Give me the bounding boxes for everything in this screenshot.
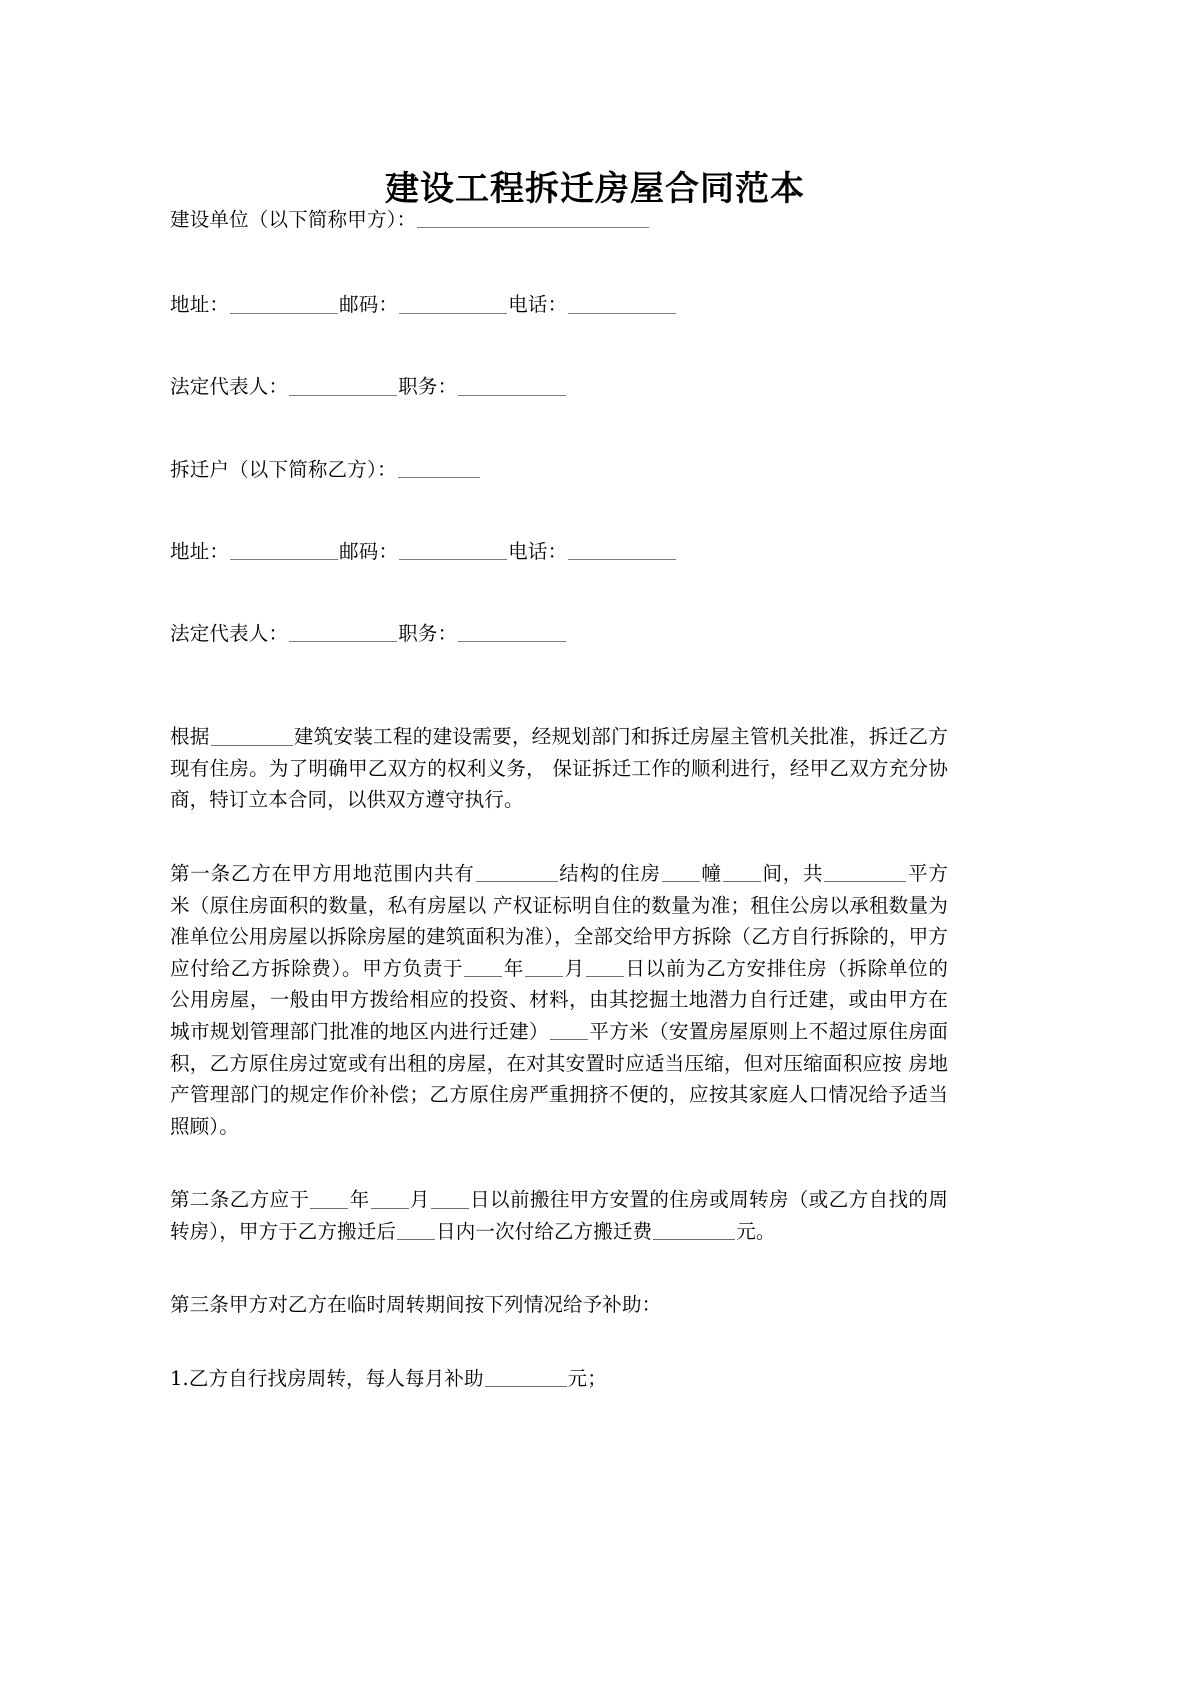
article-2-paragraph-blank-3[interactable] xyxy=(371,1190,409,1209)
preamble-paragraph xyxy=(170,721,948,816)
article-2-paragraph-text-2: 年 xyxy=(349,1188,370,1212)
article-1-paragraph-text-10: 年 xyxy=(503,956,525,980)
party-b-representative-blank-3[interactable] xyxy=(458,623,566,642)
article-1-paragraph-text-14: 日以前为乙方安排住房（拆除单位的公用房屋，一般由甲方拨给相应的投资、材料，由其挖掘土地潜力自行迁建，或由甲方在城市规划管理部门批准的地区内进行迁建） xyxy=(170,956,949,1043)
article-1-paragraph-blank-13[interactable] xyxy=(586,958,624,977)
article-1-paragraph-text-2: 结构的住房 xyxy=(558,862,661,886)
article-1-paragraph-text-16: 平方米（安置房屋原则上不超过原住房面积，乙方原住房过宽或有出租的房屋，在对其安置时应适当压缩，但对压缩面积应按 房地产管理部门的规定作价补偿；乙方原住房严重拥挤不便的，应按其家庭人口情况给予适当照顾）。 xyxy=(170,1019,948,1138)
article-1-paragraph-text-8: 平方米（原住房面积的数量，私有房屋以 产权证标明自住的数量为准；租住公房以承租数量为准单位公用房屋以拆除房屋的建筑面积为准），全部交给甲方拆除（乙方自行拆除的，甲方应付给乙方拆除费）。甲方负责于 xyxy=(170,862,948,980)
article-3-heading xyxy=(170,1289,948,1321)
article-2-paragraph-text-6: 日以前搬往甲方安置的住房或周转房（或乙方自找的周转房），甲方于乙方搬迁后 xyxy=(170,1188,948,1243)
party-b-name-blank-1[interactable] xyxy=(398,459,480,478)
party-a-address-text-2: 邮码： xyxy=(339,293,399,317)
party-b-representative-blank-1[interactable] xyxy=(289,623,397,642)
party-b-address-blank-1[interactable] xyxy=(230,541,338,560)
party-a-address-blank-3[interactable] xyxy=(399,295,507,314)
party-b-address xyxy=(170,537,948,567)
party-b-representative xyxy=(170,619,948,649)
party-b-address-blank-3[interactable] xyxy=(399,541,507,560)
article-1-paragraph xyxy=(170,858,948,1142)
document-body xyxy=(170,205,948,1437)
article-3-heading-text-0: 第三条甲方对乙方在临时周转期间按下列情况给予补助： xyxy=(170,1293,662,1317)
party-b-representative-text-0: 法定代表人： xyxy=(170,622,289,646)
party-a-address-blank-1[interactable] xyxy=(230,295,338,314)
party-b-representative-text-2: 职务： xyxy=(398,622,458,646)
page-title: 建设工程拆迁房屋合同范本 xyxy=(385,168,805,209)
preamble-paragraph-text-2: 建筑安装工程的建设需要，经规划部门和拆迁房屋主管机关批准，拆迁乙方现有住房。为了明确甲乙双方的权利义务， 保证拆迁工作的顺利进行，经甲乙双方充分协商，特订立本合同，以供双方遵守执行。 xyxy=(170,725,948,812)
party-a-representative-blank-1[interactable] xyxy=(289,377,397,396)
article-3-item-1-text-0: 1.乙方自行找房周转，每人每月补助 xyxy=(170,1366,484,1390)
article-2-paragraph xyxy=(170,1184,948,1247)
article-3-item-1-blank-1[interactable] xyxy=(485,1368,567,1387)
article-1-paragraph-text-6: 间，共 xyxy=(761,862,824,886)
party-a-address-blank-5[interactable] xyxy=(568,295,676,314)
contract-header-fields xyxy=(170,205,948,649)
party-a-representative-text-0: 法定代表人： xyxy=(170,375,289,399)
party-b-address-blank-5[interactable] xyxy=(568,541,676,560)
article-3-item-1 xyxy=(170,1363,948,1395)
party-a-address xyxy=(170,290,948,320)
party-a-name xyxy=(170,205,948,235)
article-1-paragraph-blank-3[interactable] xyxy=(662,863,700,882)
party-b-name xyxy=(170,455,948,485)
preamble-paragraph-text-0: 根据 xyxy=(170,725,210,749)
article-3-item-1-text-2: 元； xyxy=(567,1366,607,1390)
article-2-paragraph-blank-5[interactable] xyxy=(431,1190,469,1209)
party-b-address-text-2: 邮码： xyxy=(339,539,399,563)
party-a-address-text-0: 地址： xyxy=(170,293,230,317)
party-a-representative xyxy=(170,372,948,402)
party-b-address-text-0: 地址： xyxy=(170,539,230,563)
party-a-representative-blank-3[interactable] xyxy=(458,377,566,396)
party-a-representative-text-2: 职务： xyxy=(398,375,458,399)
article-1-paragraph-text-12: 月 xyxy=(564,956,585,980)
article-2-paragraph-text-8: 日内一次付给乙方搬迁费 xyxy=(436,1219,653,1243)
article-1-paragraph-blank-15[interactable] xyxy=(550,1021,588,1040)
article-1-paragraph-blank-11[interactable] xyxy=(525,958,563,977)
party-a-address-text-4: 电话： xyxy=(508,293,568,317)
article-1-paragraph-text-0: 第一条乙方在甲方用地范围内共有 xyxy=(170,862,475,886)
article-2-paragraph-text-0: 第二条乙方应于 xyxy=(170,1188,310,1212)
article-1-paragraph-blank-9[interactable] xyxy=(464,958,502,977)
article-2-paragraph-blank-9[interactable] xyxy=(653,1221,735,1240)
article-1-paragraph-text-4: 幢 xyxy=(700,862,722,886)
article-2-paragraph-text-4: 月 xyxy=(409,1188,430,1212)
article-2-paragraph-blank-1[interactable] xyxy=(310,1190,348,1209)
article-1-paragraph-blank-7[interactable] xyxy=(824,863,906,882)
party-b-address-text-4: 电话： xyxy=(508,539,568,563)
article-2-paragraph-text-10: 元。 xyxy=(736,1219,776,1243)
section-spacer xyxy=(170,701,948,721)
party-a-name-text-0: 建设单位（以下简称甲方）： xyxy=(170,208,417,231)
article-1-paragraph-blank-1[interactable] xyxy=(476,863,558,882)
party-a-name-blank-1[interactable] xyxy=(417,209,649,228)
party-b-name-text-0: 拆迁户（以下简称乙方）： xyxy=(170,457,397,481)
preamble-paragraph-blank-1[interactable] xyxy=(211,727,293,746)
article-1-paragraph-blank-5[interactable] xyxy=(723,863,761,882)
article-2-paragraph-blank-7[interactable] xyxy=(397,1221,435,1240)
